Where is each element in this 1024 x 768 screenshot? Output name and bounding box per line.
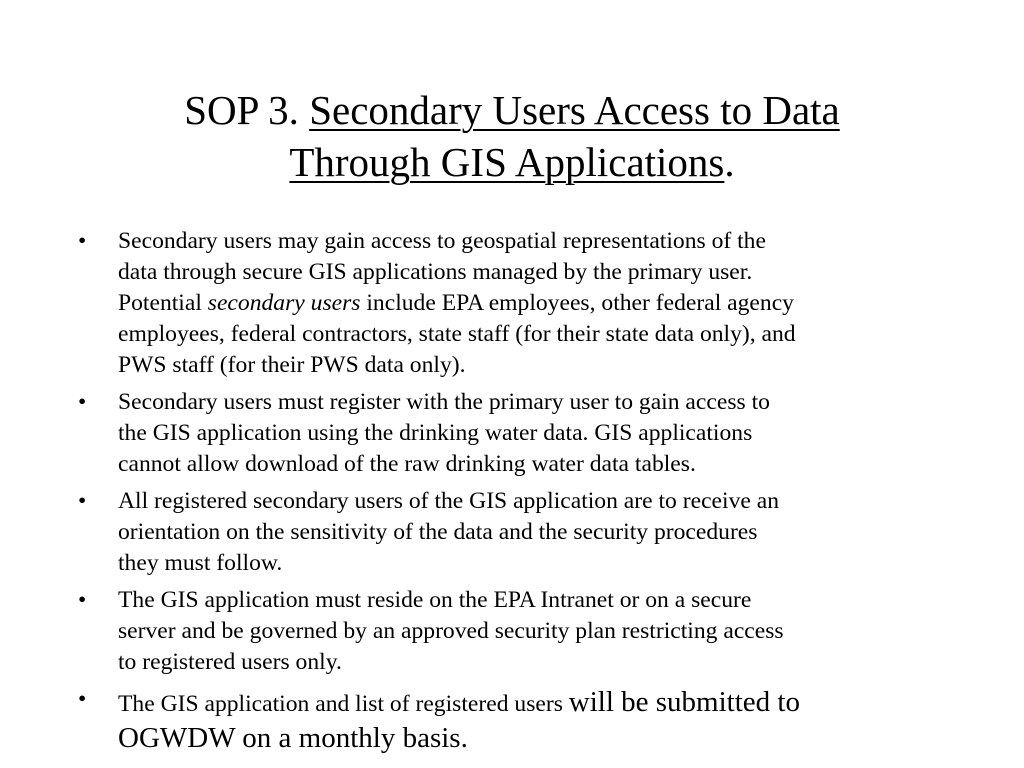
bullet-item: [78, 226, 948, 381]
bullet-text-line: The GIS application must reside on the EPA Intranet or on a secure: [118, 587, 752, 613]
bullet-text-segment: Potential: [118, 290, 208, 316]
bullet-marker: •: [78, 686, 87, 712]
bullet-text-line: Secondary users may gain access to geospatial representations of the: [118, 228, 766, 254]
bullet-marker: •: [78, 389, 87, 415]
bullet-marker: •: [78, 488, 87, 514]
bullet-emphasis: secondary users: [207, 290, 361, 316]
bullet-text-line: data through secure GIS applications managed by the primary user.: [118, 259, 753, 285]
bullet-text-line: Secondary users must register with the primary user to gain access to: [118, 389, 770, 415]
bullet-item: [78, 387, 948, 480]
title-suffix: .: [724, 139, 735, 185]
title-underlined-line2: Through GIS Applications: [289, 139, 725, 185]
bullet-item: [78, 486, 948, 579]
bullet-list: [78, 226, 948, 762]
bullet-text-line: orientation on the sensitivity of the data and the security procedures: [118, 519, 758, 545]
bullet-text-line: server and be governed by an approved security plan restricting access: [118, 618, 784, 644]
title-prefix: SOP 3.: [184, 87, 310, 133]
bullet-text-line: to registered users only.: [118, 649, 342, 675]
bullet-text-segment: The GIS application and list of registered users: [118, 691, 569, 717]
title-underlined-line1: Secondary Users Access to Data: [309, 87, 840, 133]
bullet-text-line: employees, federal contractors, state staff (for their state data only), and: [118, 321, 796, 347]
bullet-marker: •: [78, 228, 87, 254]
bullet-text-line: PWS staff (for their PWS data only).: [118, 352, 466, 378]
bullet-marker: •: [78, 587, 87, 613]
bullet-text-line-large: OGWDW on a monthly basis.: [118, 722, 468, 754]
bullet-text-line: cannot allow download of the raw drinking water data tables.: [118, 451, 696, 477]
bullet-text-line: the GIS application using the drinking water data. GIS applications: [118, 420, 753, 446]
slide-title: [80, 84, 944, 188]
bullet-text-segment: include EPA employees, other federal agency: [360, 290, 794, 316]
bullet-text-line: they must follow.: [118, 550, 283, 576]
bullet-item: [78, 585, 948, 678]
bullet-text-line: All registered secondary users of the GIS application are to receive an: [118, 488, 780, 514]
bullet-item: [78, 684, 948, 756]
bullet-text-segment-large: will be submitted to: [568, 686, 800, 718]
